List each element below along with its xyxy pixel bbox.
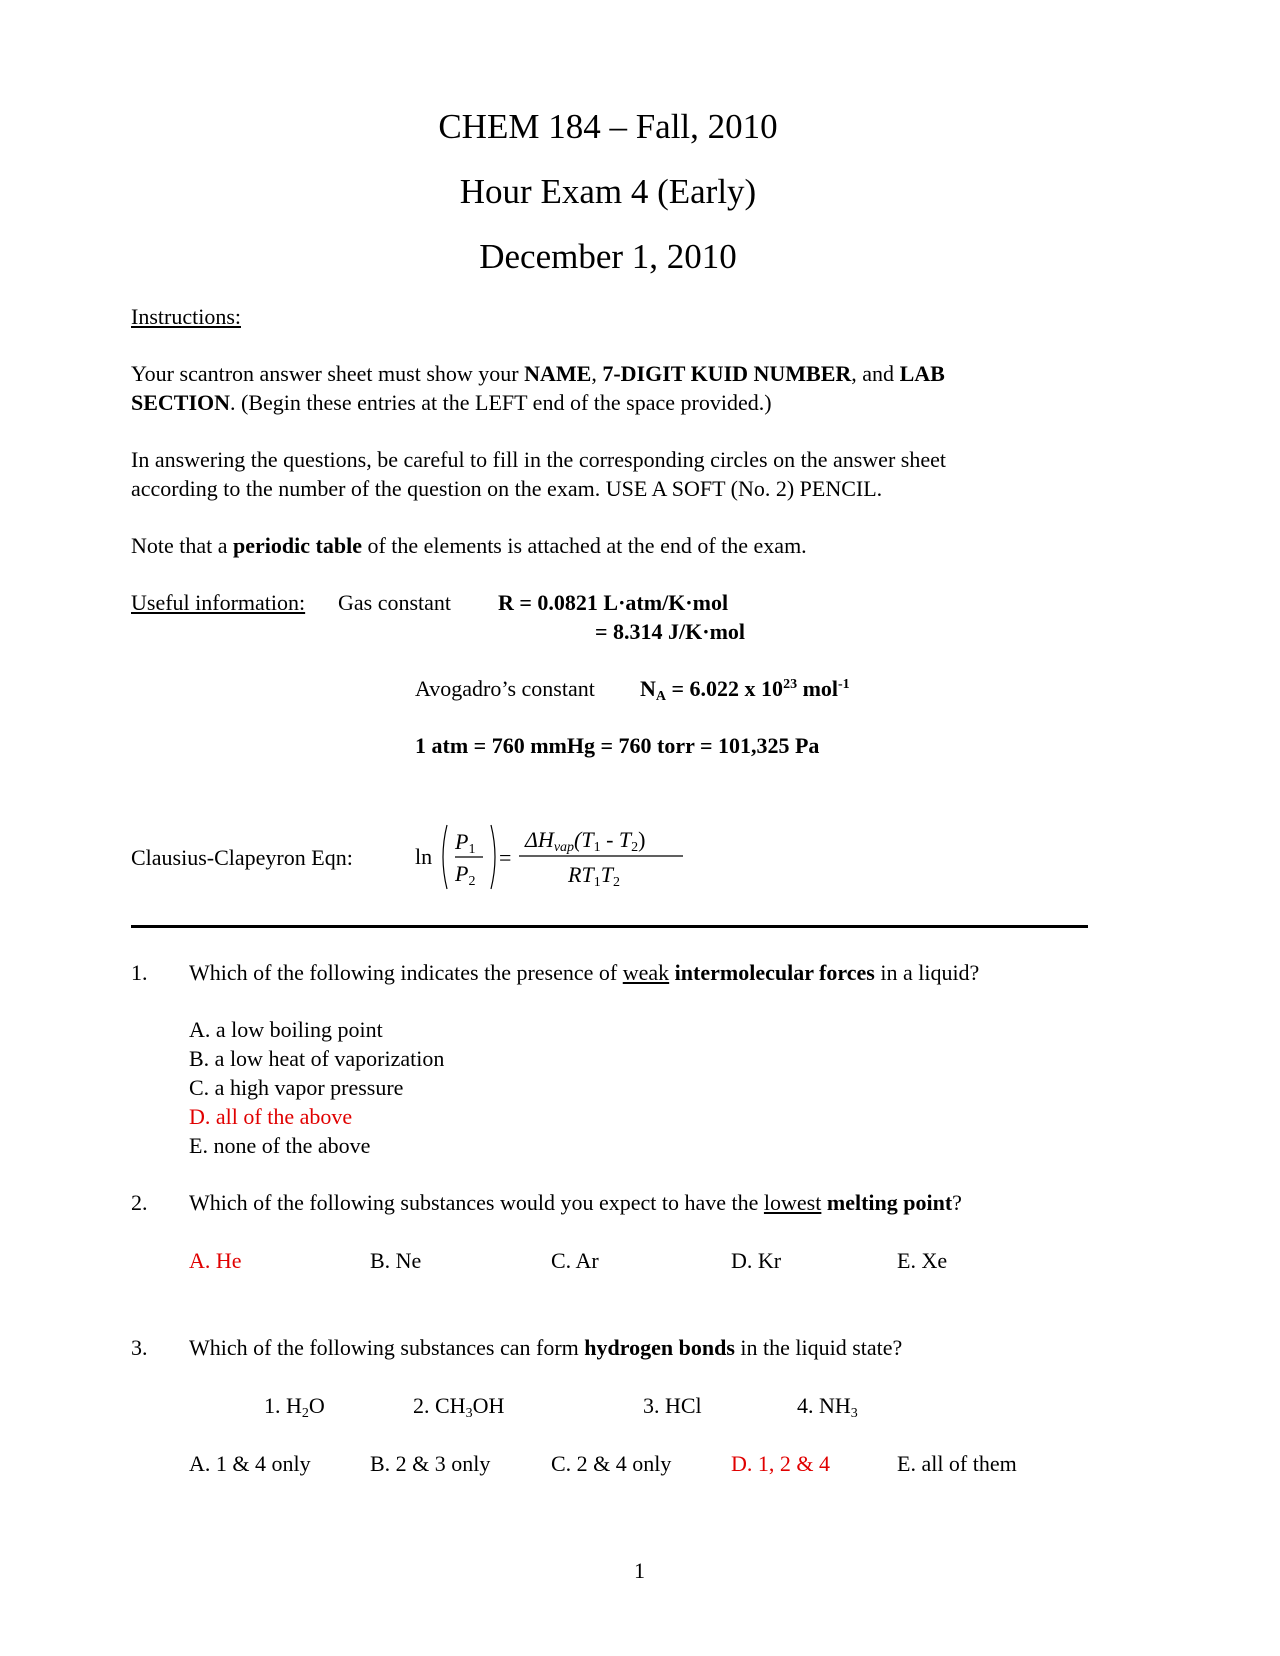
question-2-option-d[interactable]: D. Kr: [731, 1248, 782, 1273]
eq-ln: ln: [415, 844, 433, 869]
question-3-option-e[interactable]: E. all of them: [897, 1451, 1017, 1476]
question-1-option-c[interactable]: C. a high vapor pressure: [189, 1075, 404, 1100]
exam-subtitle: Hour Exam 4 (Early): [459, 172, 757, 211]
gas-constant-r1: R = 0.0821 L·atm/K·mol: [498, 590, 729, 615]
question-3-number: 3.: [131, 1335, 148, 1360]
question-3-item-3: 3. HCl: [643, 1393, 702, 1418]
clausius-clapeyron-equation: [415, 822, 685, 892]
pressure-conversion: 1 atm = 760 mmHg = 760 torr = 101,325 Pa: [415, 733, 820, 758]
question-1-option-d-answer[interactable]: D. all of the above: [189, 1104, 353, 1129]
clausius-clapeyron-label: Clausius-Clapeyron Eqn:: [131, 845, 353, 870]
eq-numerator: $\Delta H_{vap}(T_1 - T_2)$: [525, 827, 646, 855]
question-3-item-1: 1. $H_2O$: [264, 1393, 325, 1421]
question-3-option-a[interactable]: A. 1 & 4 only: [189, 1451, 311, 1476]
question-3-option-b[interactable]: B. 2 & 3 only: [370, 1451, 491, 1476]
question-1-option-a[interactable]: A. a low boiling point: [189, 1017, 383, 1042]
question-2-number: 2.: [131, 1190, 148, 1215]
page-number: 1: [634, 1558, 645, 1583]
exam-date: December 1, 2010: [479, 237, 737, 276]
instructions-p1-line1: Your scantron answer sheet must show your NAME, 7-DIGIT KUID NUMBER, and LAB: [131, 361, 945, 386]
question-3-option-d-answer[interactable]: D. 1, 2 & 4: [731, 1451, 830, 1476]
question-3-item-4: 4. $NH_3$: [797, 1393, 858, 1421]
question-2-option-c[interactable]: C. Ar: [551, 1248, 599, 1273]
useful-info-label: Useful information:: [131, 590, 306, 615]
question-1-option-e[interactable]: E. none of the above: [189, 1133, 371, 1158]
question-2-option-a-answer[interactable]: A. He: [189, 1248, 242, 1273]
eq-denominator: $RT_1T_2$: [568, 862, 620, 890]
exam-title: CHEM 184 – Fall, 2010: [438, 107, 778, 146]
question-3-option-c[interactable]: C. 2 & 4 only: [551, 1451, 672, 1476]
question-3-text: Which of the following substances can form hydrogen bonds in the liquid state?: [189, 1335, 903, 1360]
question-3-item-2: 2. $CH_3OH$: [413, 1393, 505, 1421]
question-1-number: 1.: [131, 960, 148, 985]
eq-p1: $P_1$: [455, 829, 476, 857]
instructions-heading: Instructions:: [131, 304, 241, 329]
question-2-option-e[interactable]: E. Xe: [897, 1248, 948, 1273]
instructions-p1-line2: SECTION. (Begin these entries at the LEFT end of the space provided.): [131, 390, 772, 415]
avogadro-label: Avogadro’s constant: [415, 676, 595, 701]
question-2-text: Which of the following substances would you expect to have the lowest melting point?: [189, 1190, 962, 1215]
instructions-p2-line2: according to the number of the question on the exam. USE A SOFT (No. 2) PENCIL.: [131, 476, 883, 501]
gas-constant-label: Gas constant: [338, 590, 452, 615]
question-2-option-b[interactable]: B. Ne: [370, 1248, 422, 1273]
avogadro-value: $N_A = 6.022$ x $10^{23}$ mol$^{-1}$: [640, 676, 850, 704]
eq-p2: $P_2$: [455, 861, 476, 889]
instructions-p3: Note that a periodic table of the elements is attached at the end of the exam.: [131, 533, 807, 558]
question-1-option-b[interactable]: B. a low heat of vaporization: [189, 1046, 445, 1071]
section-divider: [131, 925, 1088, 928]
gas-constant-r2: = 8.314 J/K·mol: [595, 619, 746, 644]
instructions-p2-line1: In answering the questions, be careful to fill in the corresponding circles on the answer sheet: [131, 447, 946, 472]
eq-equals: =: [499, 845, 512, 870]
question-1-text: Which of the following indicates the presence of weak intermolecular forces in a liquid?: [189, 960, 980, 985]
